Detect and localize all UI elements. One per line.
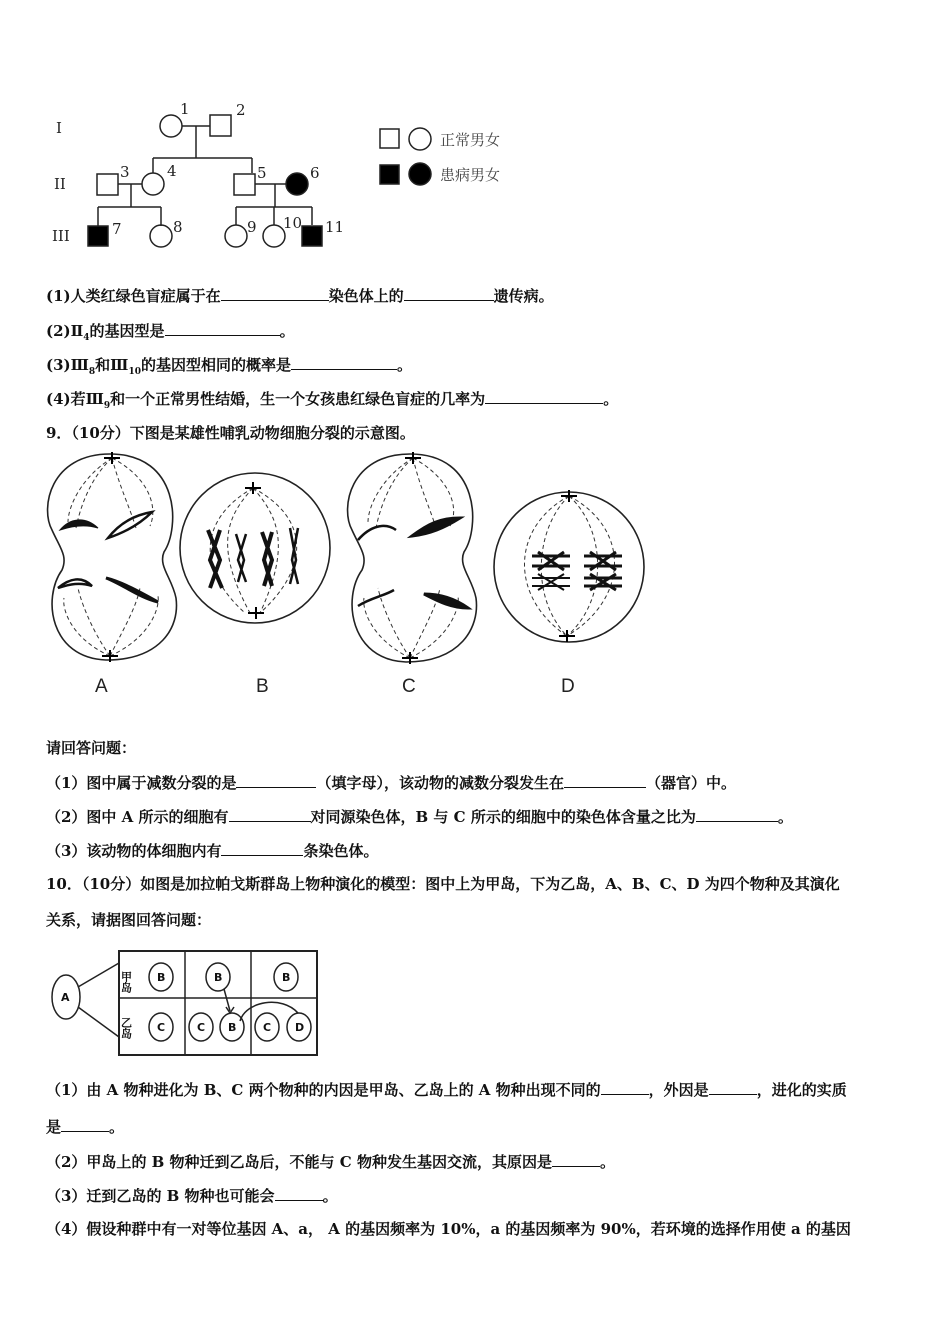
q10-question-1-line2: 是 。	[46, 1118, 125, 1136]
legend-affected-male	[380, 165, 399, 184]
answer-blank[interactable]	[291, 354, 397, 370]
answer-blank[interactable]	[229, 806, 311, 822]
legend-normal-male	[380, 129, 399, 148]
q9-question-2: （2）图中 A 所示的细胞有 对同源染色体，B 与 C 所示的细胞中的染色体含量之比为 。	[46, 808, 793, 826]
individual-5	[234, 174, 255, 195]
cell-a-membrane	[48, 454, 177, 660]
q10-question-1-line1: （1）由 A 物种进化为 B、C 两个物种的内因是甲岛、乙岛上的 A 物种出现不同的 ，外因是 ，进化的实质	[46, 1081, 847, 1099]
cell-b-membrane	[180, 473, 330, 623]
answer-blank[interactable]	[221, 285, 329, 301]
svg-text:C: C	[197, 1021, 206, 1034]
individual-6	[286, 173, 308, 195]
q9-question-1: （1）图中属于减数分裂的是 （填字母），该动物的减数分裂发生在 （器官）中。	[46, 774, 736, 792]
answer-blank[interactable]	[696, 806, 778, 822]
q10-question-3: （3）迁到乙岛的 B 物种也可能会 。	[46, 1187, 338, 1205]
cell-d-label: D	[561, 676, 575, 697]
q9-title: 9．（10分）下图是某雄性哺乳动物细胞分裂的示意图。	[46, 424, 415, 442]
svg-text:3: 3	[120, 163, 130, 181]
q9-question-3: （3）该动物的体细胞内有 条染色体。	[46, 842, 379, 860]
answer-blank[interactable]	[552, 1151, 600, 1167]
svg-text:6: 6	[310, 164, 320, 182]
q9-prompt: 请回答问题：	[46, 739, 137, 757]
svg-text:C: C	[263, 1021, 272, 1034]
answer-blank[interactable]	[485, 388, 603, 404]
individual-10	[263, 225, 285, 247]
q10-title-line1: 10．（10分）如图是加拉帕戈斯群岛上物种演化的模型：图中上为甲岛，下为乙岛，A、B、C、D 为四个物种及其演化	[46, 875, 840, 893]
cell-b-label: B	[256, 676, 269, 697]
svg-text:4: 4	[167, 162, 177, 180]
answer-blank[interactable]	[165, 320, 280, 336]
svg-text:1: 1	[180, 100, 190, 118]
svg-text:B: B	[282, 971, 291, 984]
q10-question-2: （2）甲岛上的 B 物种迁到乙岛后，不能与 C 物种发生基因交流，其原因是 。	[46, 1153, 615, 1171]
generation-label-1: I	[56, 119, 62, 137]
svg-text:5: 5	[257, 164, 267, 182]
answer-blank[interactable]	[404, 285, 494, 301]
island-jia-label: 甲岛	[119, 971, 133, 993]
q10-question-4: （4）假设种群中有一对等位基因 A、a， A 的基因频率为 10%，a 的基因频率为 90%，若环境的选择作用使 a 的基因	[46, 1220, 851, 1238]
answer-blank[interactable]	[564, 772, 646, 788]
answer-blank[interactable]	[709, 1079, 757, 1095]
svg-text:8: 8	[173, 218, 183, 236]
svg-text:C: C	[157, 1021, 166, 1034]
q8-question-2: $(2)Ⅱ_4$的基因型是 。	[46, 322, 295, 343]
answer-blank[interactable]	[236, 772, 316, 788]
individual-11	[302, 226, 322, 246]
individual-4	[142, 173, 164, 195]
individual-8	[150, 225, 172, 247]
answer-blank[interactable]	[61, 1116, 109, 1132]
island-yi-label: 乙岛	[119, 1017, 133, 1039]
individual-1	[160, 115, 182, 137]
answer-blank[interactable]	[221, 840, 303, 856]
q8-question-3: $(3)Ⅲ_8$和$Ⅲ_{10}$的基因型相同的概率是 。	[46, 356, 413, 377]
svg-text:10: 10	[283, 214, 303, 232]
svg-text:2: 2	[236, 101, 246, 119]
svg-text:7: 7	[112, 220, 122, 238]
island-evolution-diagram	[46, 945, 326, 1060]
legend-affected-label: 患病男女	[440, 166, 501, 184]
cell-division-diagram	[40, 448, 650, 703]
q10-title-line2: 关系，请据图回答问题：	[46, 911, 212, 929]
svg-text:B: B	[157, 971, 166, 984]
q8-question-1: (1)人类红绿色盲症属于在 染色体上的 遗传病。	[46, 287, 554, 305]
generation-label-2: II	[54, 175, 66, 193]
cell-c-label: C	[402, 676, 416, 697]
answer-blank[interactable]	[601, 1079, 649, 1095]
generation-label-3: III	[52, 227, 70, 245]
individual-3	[97, 174, 118, 195]
svg-text:B: B	[228, 1021, 237, 1034]
svg-text:D: D	[295, 1021, 305, 1034]
legend-affected-female	[409, 163, 431, 185]
legend-normal-label: 正常男女	[440, 131, 501, 149]
svg-text:B: B	[214, 971, 223, 984]
legend-normal-female	[409, 128, 431, 150]
svg-text:11: 11	[325, 218, 345, 236]
individual-2	[210, 115, 231, 136]
q8-question-4: (4)若$Ⅲ_9$和一个正常男性结婚，生一个女孩患红绿色盲症的几率为 。	[46, 390, 619, 411]
pedigree-chart	[40, 95, 520, 260]
individual-9	[225, 225, 247, 247]
cell-c-membrane	[348, 454, 477, 662]
cell-a-label: A	[95, 676, 108, 697]
svg-text:9: 9	[247, 218, 257, 236]
answer-blank[interactable]	[275, 1185, 323, 1201]
species-a-label: A	[61, 991, 70, 1004]
individual-7	[88, 226, 108, 246]
